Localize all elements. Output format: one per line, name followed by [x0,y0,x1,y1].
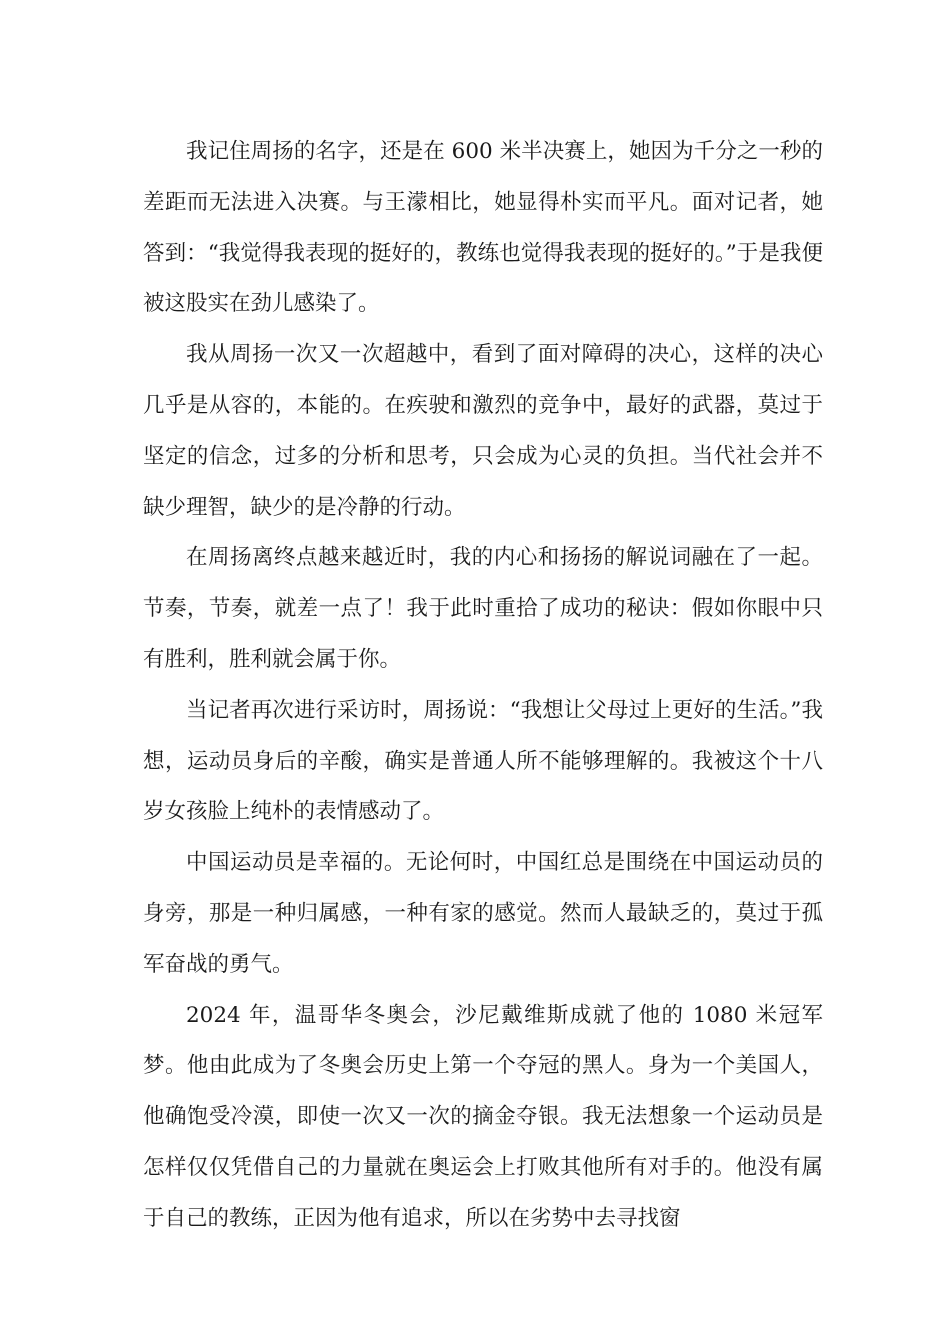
paragraph-1: 我记住周扬的名字，还是在 600 米半决赛上，她因为千分之一秒的差距而无法进入决赛。与王濛相比，她显得朴实而平凡。面对记者，她答到：“我觉得我表现的挺好的，教练也觉得我表现的挺好的。”于是我便被这股实在劲儿感染了。 [143,139,823,317]
document-body [143,127,823,1245]
paragraph-2: 我从周扬一次又一次超越中，看到了面对障碍的决心，这样的决心几乎是从容的，本能的。在疾驶和激烈的竞争中，最好的武器，莫过于坚定的信念，过多的分析和思考，只会成为心灵的负担。当代社会并不缺少理智，缺少的是冷静的行动。 [143,342,823,520]
paragraph-3: 在周扬离终点越来越近时，我的内心和扬扬的解说词融在了一起。节奏，节奏，就差一点了！我于此时重拾了成功的秘诀：假如你眼中只有胜利，胜利就会属于你。 [143,545,823,672]
paragraph-4: 当记者再次进行采访时，周扬说：“我想让父母过上更好的生活。”我想，运动员身后的辛酸，确实是普通人所不能够理解的。我被这个十八岁女孩脸上纯朴的表情感动了。 [143,697,823,825]
paragraph-6: 2024 年，温哥华冬奥会，沙尼戴维斯成就了他的 1080 米冠军梦。他由此成为了冬奥会历史上第一个夺冠的黑人。身为一个美国人，他确饱受冷漠，即使一次又一次的摘金夺银。我无法想象一个运动员是怎样仅仅凭借自己的力量就在奥运会上打败其他所有对手的。他没有属于自己的教练，正因为他有追求，所以在劣势中去寻找窗 [143,1002,823,1231]
paragraph-5: 中国运动员是幸福的。无论何时，中国红总是围绕在中国运动员的身旁，那是一种归属感，一种有家的感觉。然而人最缺乏的，莫过于孤军奋战的勇气。 [143,850,823,977]
